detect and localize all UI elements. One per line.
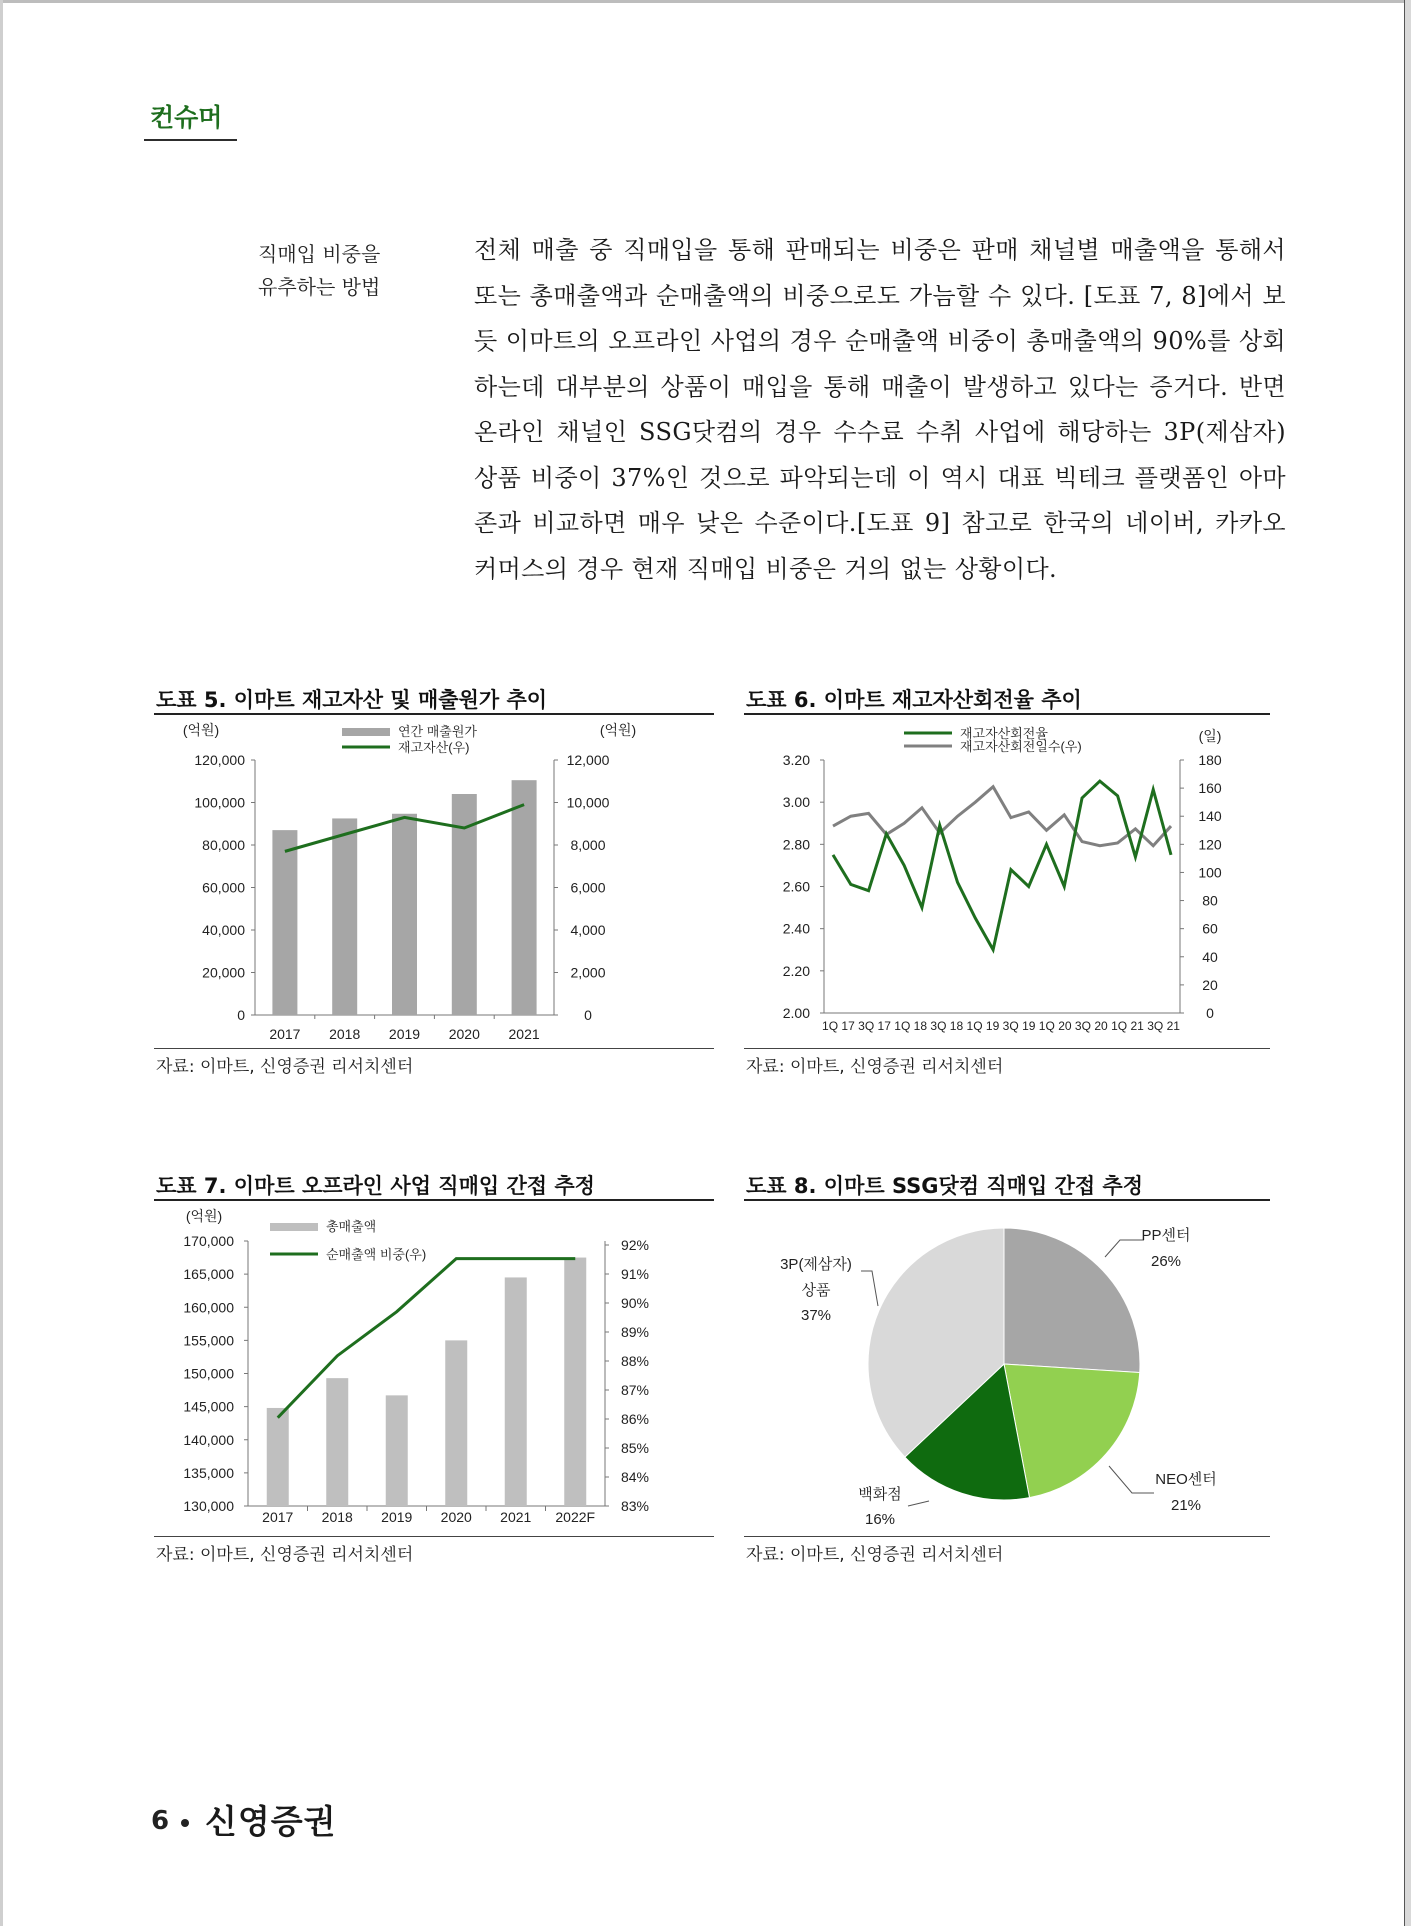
right-axis-unit: (일) [1198, 728, 1222, 744]
legend-label-line: 재고자산(우) [398, 740, 470, 755]
left-axis-tick-label: 2.80 [782, 836, 810, 853]
right-axis-tick-label: 10,000 [566, 794, 610, 811]
right-axis-unit: (억원) [599, 722, 637, 738]
page-number: 6 [151, 1806, 170, 1836]
right-axis-tick-label: 4,000 [570, 922, 606, 938]
pie-label-3p-name-2: 상품 [801, 1282, 831, 1299]
x-axis-tick-label: 2021 [500, 1509, 532, 1525]
left-axis-tick-label: 40,000 [202, 922, 245, 938]
right-axis-tick-label: 12,000 [566, 752, 610, 768]
right-axis-tick-label: 20 [1202, 976, 1218, 993]
right-axis-tick-label: 85% [620, 1440, 650, 1456]
page-right-shadow [1404, 0, 1411, 1926]
bar [512, 780, 537, 1015]
right-axis-tick-label: 6,000 [570, 879, 606, 896]
x-axis-tick-label: 2018 [329, 1026, 361, 1042]
bar [505, 1277, 527, 1506]
figure-6-title: 도표 6. 이마트 재고자산회전율 추이 [746, 688, 1082, 712]
right-axis-tick-label: 87% [620, 1382, 650, 1398]
legend-label-1: 재고자산회전율 [960, 726, 1048, 741]
left-axis-tick-label: 150,000 [183, 1365, 234, 1382]
right-axis-tick-label: 88% [620, 1353, 650, 1369]
right-axis-tick-label: 100 [1198, 864, 1222, 881]
bar [386, 1395, 408, 1506]
right-axis-tick-label: 92% [620, 1237, 650, 1253]
legend-label-bar: 연간 매출원가 [398, 724, 477, 739]
figure-6-bottom-rule [744, 1048, 1270, 1049]
legend-swatch-bar [270, 1223, 318, 1231]
left-axis-unit: (억원) [182, 722, 220, 738]
page-top-edge [0, 0, 1411, 3]
pie-label-neo-value: 21% [1170, 1497, 1202, 1514]
figure-6-source: 자료: 이마트, 신영증권 리서치센터 [746, 1057, 1004, 1077]
legend-label-line: 순매출액 비중(우) [326, 1247, 427, 1262]
series-line-2 [833, 787, 1171, 846]
left-axis-tick-label: 170,000 [183, 1233, 234, 1249]
body-paragraph: 전체 매출 중 직매입을 통해 판매되는 비중은 판매 채널별 매출액을 통해서 또는 총매출액과 순매출액의 비중으로도 가늠할 수 있다. [도표 7, 8]에서 보듯 이마트의 오프라인 사업의 경우 순매출액 비중이 총매출액의 90%를 상회하는데 대부분의 상품이 매입을 통해 매출이 발생하고 있다는 증거다. 반면 온라인 채널인 SSG닷컴의 경우 수수료 수취 사업에 해당하는 3P(제삼자) 상품 비중이 37%인 것으로 파악되는데 이 역시 대표 빅테크 플랫폼인 아마존과 비교하면 매우 낮은 수준이다.[도표 9] 참고로 한국의 네이버, 카카오 커머스의 경우 현재 직매입 비중은 거의 없는 상황이다. [474, 236, 1286, 583]
bar [332, 818, 357, 1015]
bar [267, 1408, 289, 1506]
x-axis-tick-label: 2019 [388, 1026, 421, 1042]
bar [272, 830, 297, 1015]
x-axis-tick-label: 2018 [321, 1509, 353, 1525]
legend-swatch-bar [342, 728, 390, 736]
left-axis-tick-label: 2.60 [782, 878, 810, 895]
x-axis-tick-labels: 1Q 17 3Q 17 1Q 18 3Q 18 1Q 19 3Q 19 1Q 20 3Q 20 1Q 21 3Q 21 [822, 1019, 1181, 1033]
bar [392, 814, 417, 1015]
x-axis-tick-label: 2020 [448, 1026, 480, 1042]
pie-label-dept-name: 백화점 [858, 1486, 902, 1503]
left-axis-tick-label: 120,000 [194, 752, 245, 768]
leader-line-neo [1109, 1466, 1154, 1493]
series-line [278, 1259, 576, 1418]
left-axis-tick-label: 60,000 [202, 879, 245, 896]
right-axis-tick-label: 180 [1198, 752, 1222, 768]
figure-7-title: 도표 7. 이마트 오프라인 사업 직매입 간접 추정 [156, 1174, 595, 1198]
pie-slice [1004, 1228, 1140, 1373]
section-tag: 컨슈머 [150, 103, 223, 132]
x-axis-tick-label: 2022F [555, 1509, 596, 1525]
figure-8-bottom-rule [744, 1536, 1270, 1537]
left-axis-tick-label: 130,000 [183, 1498, 234, 1514]
page-left-edge [0, 0, 3, 1926]
x-axis-tick-label: 2017 [262, 1509, 294, 1525]
figure-7-bottom-rule [154, 1536, 714, 1537]
left-axis-tick-label: 20,000 [202, 964, 245, 981]
x-axis-tick-label: 2020 [440, 1509, 472, 1525]
figure-5-title: 도표 5. 이마트 재고자산 및 매출원가 추이 [156, 688, 548, 712]
right-axis-tick-label: 40 [1202, 948, 1218, 965]
pie-label-pp-value: 26% [1150, 1253, 1182, 1270]
legend-label-bar: 총매출액 [326, 1219, 377, 1234]
figure-7-source: 자료: 이마트, 신영증권 리서치센터 [156, 1545, 414, 1565]
legend-label-2: 재고자산회전일수(우) [960, 739, 1082, 754]
figure-8-title: 도표 8. 이마트 SSG닷컴 직매입 간접 추정 [746, 1174, 1144, 1198]
left-axis-tick-label: 80,000 [202, 837, 245, 853]
left-axis-tick-label: 135,000 [183, 1464, 234, 1481]
right-axis-tick-label: 140 [1198, 808, 1222, 825]
left-axis-tick-label: 2.20 [782, 962, 810, 979]
right-axis-tick-label: 160 [1198, 780, 1222, 797]
leader-line-pp [1105, 1240, 1144, 1257]
figure-8-chart [744, 1201, 1270, 1534]
side-heading: 직매입 비중을 유추하는 방법 [258, 242, 381, 299]
left-axis-tick-label: 2.40 [782, 920, 810, 937]
left-axis-tick-label: 3.20 [782, 752, 810, 768]
figure-5-chart [154, 715, 714, 1045]
pie-label-pp-name: PP센터 [1141, 1227, 1191, 1244]
left-axis-tick-label: 145,000 [183, 1398, 234, 1415]
series-line-1 [833, 781, 1171, 950]
right-axis-tick-label: 120 [1198, 836, 1222, 853]
right-axis-tick-label: 89% [620, 1324, 650, 1340]
right-axis-tick-label: 2,000 [570, 964, 606, 981]
footer-brand-logo: 신영증권 [205, 1802, 337, 1841]
pie-label-neo-name: NEO센터 [1155, 1471, 1217, 1488]
right-axis-tick-label: 91% [620, 1266, 650, 1282]
figure-8-source: 자료: 이마트, 신영증권 리서치센터 [746, 1545, 1004, 1565]
right-axis-tick-label: 86% [620, 1411, 650, 1427]
pie-label-3p-value: 37% [800, 1307, 832, 1324]
right-axis-tick-label: 80 [1202, 892, 1218, 909]
left-axis-tick-label: 165,000 [183, 1266, 234, 1283]
figure-7-chart [154, 1201, 714, 1534]
x-axis-tick-label: 2017 [269, 1026, 301, 1042]
bar [445, 1340, 467, 1506]
right-axis-tick-label: 83% [620, 1498, 650, 1514]
figure-6-chart [744, 715, 1270, 1045]
left-axis-tick-label: 160,000 [183, 1299, 234, 1316]
right-axis-tick-label: 60 [1202, 920, 1218, 937]
bar [564, 1258, 586, 1506]
left-axis-tick-label: 140,000 [183, 1431, 234, 1448]
leader-line-3p [861, 1271, 878, 1306]
left-axis-tick-label: 2.00 [782, 1005, 810, 1021]
right-axis-tick-label: 0 [1206, 1005, 1214, 1021]
pie-label-dept-value: 16% [864, 1511, 896, 1528]
left-axis-tick-label: 3.00 [782, 794, 810, 811]
right-axis-tick-label: 84% [620, 1469, 650, 1485]
left-axis-tick-label: 0 [237, 1007, 245, 1023]
left-axis-tick-label: 100,000 [194, 794, 245, 811]
x-axis-tick-label: 2019 [381, 1509, 413, 1525]
left-axis-tick-label: 155,000 [183, 1332, 234, 1349]
section-underline [144, 139, 237, 141]
figure-5-bottom-rule [154, 1048, 714, 1049]
footer-bullet [181, 1819, 189, 1827]
x-axis-tick-label: 2021 [508, 1026, 540, 1042]
leader-line-dept [908, 1501, 929, 1506]
right-axis-tick-label: 90% [620, 1295, 650, 1311]
pie-label-3p-name-1: 3P(제삼자) [780, 1256, 852, 1273]
page-right-edge [1404, 0, 1405, 1926]
left-axis-unit: (억원) [185, 1208, 223, 1224]
bar [326, 1378, 348, 1506]
right-axis-tick-label: 8,000 [570, 837, 606, 853]
figure-5-source: 자료: 이마트, 신영증권 리서치센터 [156, 1057, 414, 1077]
right-axis-tick-label: 0 [584, 1007, 592, 1023]
